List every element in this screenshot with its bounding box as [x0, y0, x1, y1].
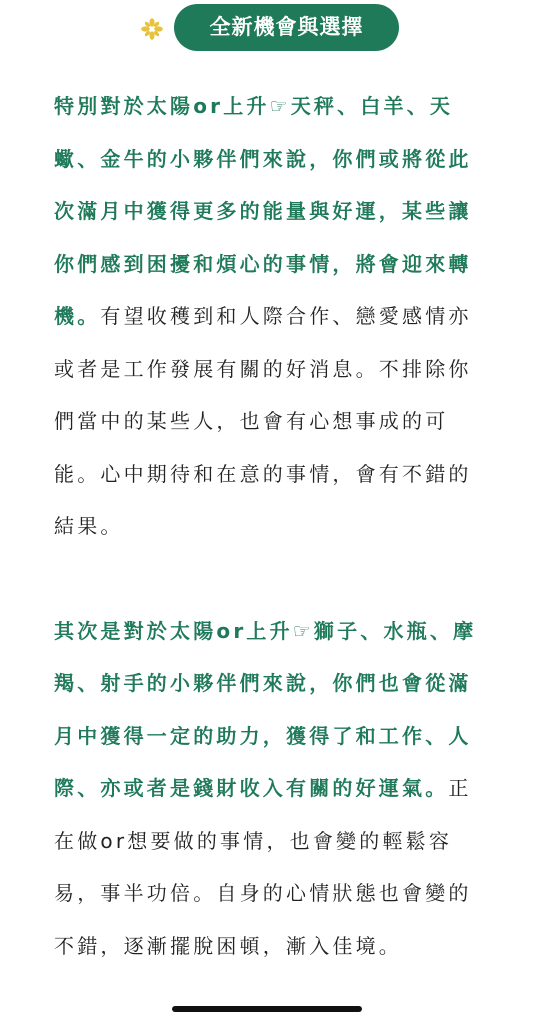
paragraph-text: 正在做or想要做的事情，也會變的輕鬆容易，事半功倍。自身的心情狀態也會變的不錯，逐漸擺脫困頓，漸入佳境。 [54, 776, 472, 958]
home-indicator[interactable] [172, 1006, 362, 1012]
section-header [0, 4, 533, 52]
paragraph-first [54, 80, 479, 553]
paragraph-text: 有望收穫到和人際合作、戀愛感情亦或者是工作發展有關的好消息。不排除你們當中的某些人，也會有心想事成的可能。心中期待和在意的事情，會有不錯的結果。 [54, 304, 472, 538]
article-body [54, 80, 479, 972]
flower-sparkle-icon [141, 18, 163, 40]
section-title: 全新機會與選擇 [174, 4, 399, 51]
paragraph-second [54, 605, 479, 973]
paragraph-highlight: 其次是對於太陽or上升☞獅子、水瓶、摩羯、射手的小夥伴們來說，你們也會從滿月中獲得一定的助力，獲得了和工作、人際、亦或者是錢財收入有關的好運氣。 [54, 618, 477, 800]
paragraph-highlight: 特別對於太陽or上升☞天秤、白羊、天蠍、金牛的小夥伴們來說，你們或將從此次滿月中獲得更多的能量與好運，某些讓你們感到困擾和煩心的事情，將會迎來轉機。 [54, 94, 472, 328]
